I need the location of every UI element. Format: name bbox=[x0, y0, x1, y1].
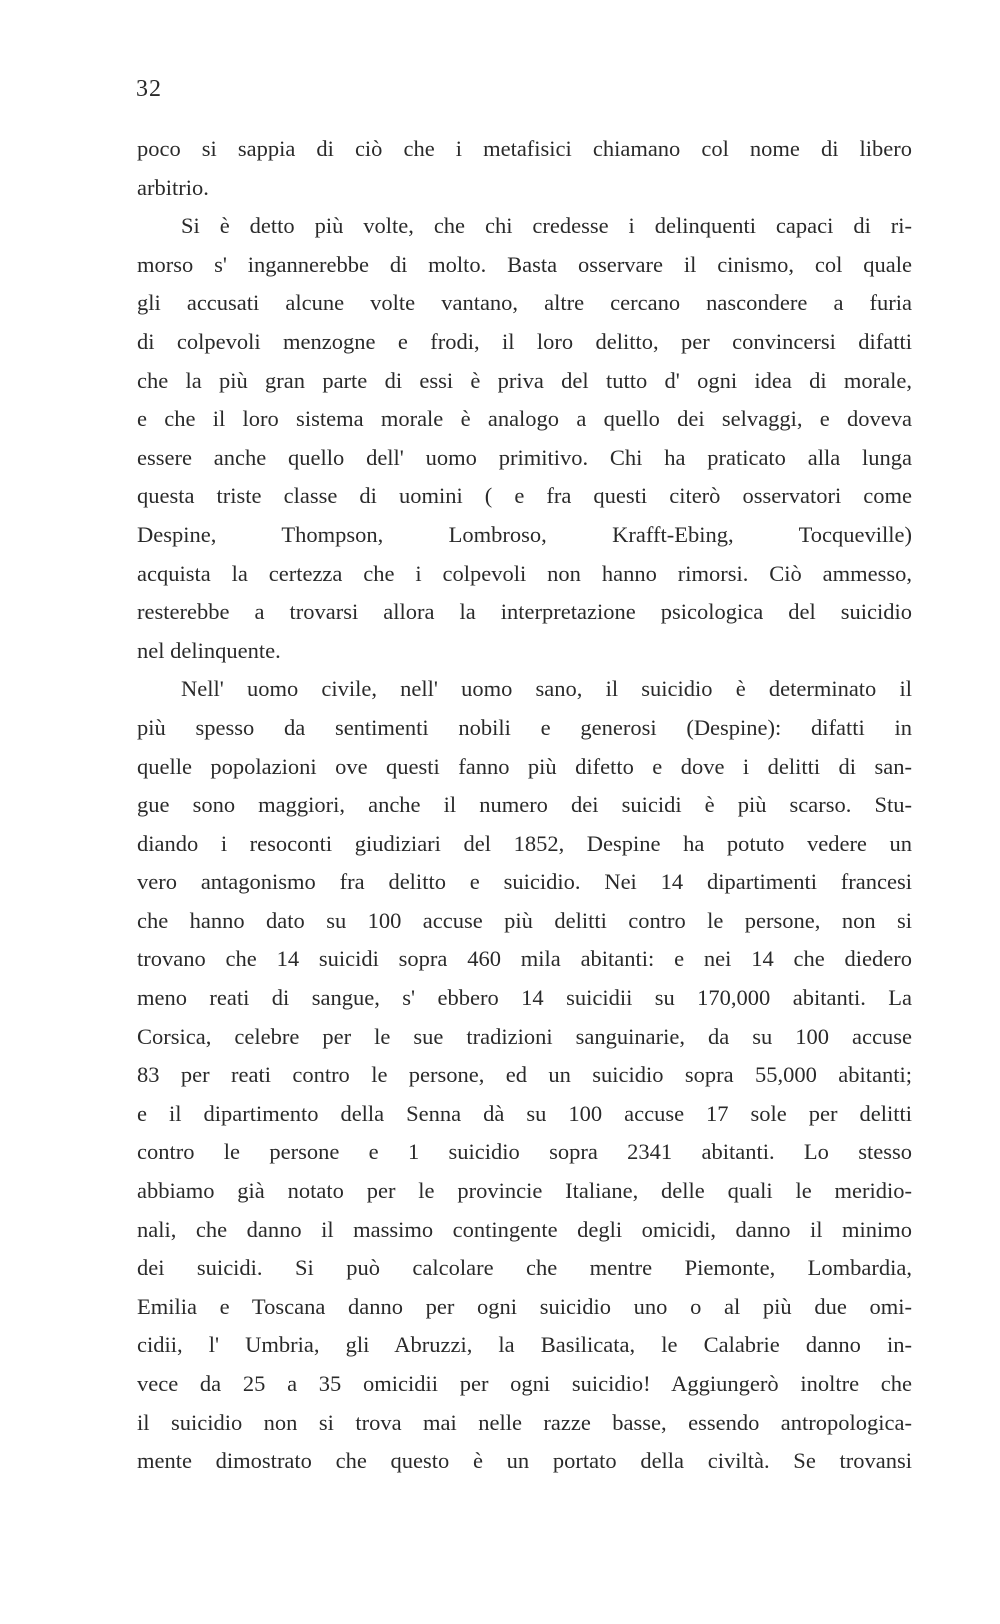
text-line: meno reati di sangue, s' ebbero 14 suicidii su 170,000 abitanti. La bbox=[137, 985, 912, 1011]
text-line: cidii, l' Umbria, gli Abruzzi, la Basilicata, le Calabrie danno in- bbox=[137, 1332, 912, 1358]
text-line: nel delinquente. bbox=[137, 637, 281, 663]
text-line: e il dipartimento della Senna dà su 100 accuse 17 sole per delitti bbox=[137, 1100, 912, 1126]
text-line: essere anche quello dell' uomo primitivo. Chi ha praticato alla lunga bbox=[137, 444, 912, 470]
text-line: Emilia e Toscana danno per ogni suicidio uno o al più due omi- bbox=[137, 1293, 912, 1319]
text-line: trovano che 14 suicidi sopra 460 mila abitanti: e nei 14 che diedero bbox=[137, 946, 912, 972]
text-line: dei suicidi. Si può calcolare che mentre Piemonte, Lombardia, bbox=[137, 1255, 912, 1281]
text-line: nali, che danno il massimo contingente degli omicidi, danno il minimo bbox=[137, 1216, 912, 1242]
text-line: contro le persone e 1 suicidio sopra 2341 abitanti. Lo stesso bbox=[137, 1139, 912, 1165]
text-line: vero antagonismo fra delitto e suicidio. Nei 14 dipartimenti francesi bbox=[137, 869, 912, 895]
text-line: che la più gran parte di essi è priva del tutto d' ogni idea di morale, bbox=[137, 367, 912, 393]
text-line: più spesso da sentimenti nobili e generosi (Despine): difatti in bbox=[137, 714, 912, 740]
text-line: poco si sappia di ciò che i metafisici chiamano col nome di libero bbox=[137, 136, 912, 161]
text-line: acquista la certezza che i colpevoli non hanno rimorsi. Ciò ammesso, bbox=[137, 560, 912, 586]
text-line: quelle popolazioni ove questi fanno più difetto e dove i delitti di san- bbox=[137, 753, 912, 779]
text-line: e che il loro sistema morale è analogo a quello dei selvaggi, e doveva bbox=[137, 406, 912, 432]
text-line: gue sono maggiori, anche il numero dei suicidi è più scarso. Stu- bbox=[137, 792, 912, 818]
text-line: il suicidio non si trova mai nelle razze basse, essendo antropologica- bbox=[137, 1409, 912, 1435]
text-line: che hanno dato su 100 accuse più delitti contro le persone, non si bbox=[137, 907, 912, 933]
text-line: Nell' uomo civile, nell' uomo sano, il suicidio è determinato il bbox=[181, 676, 912, 702]
text-line: di colpevoli menzogne e frodi, il loro delitto, per convincersi difatti bbox=[137, 328, 912, 354]
text-line: 83 per reati contro le persone, ed un suicidio sopra 55,000 abitanti; bbox=[137, 1062, 912, 1088]
text-line: Despine, Thompson, Lombroso, Krafft-Ebing, Tocqueville) bbox=[137, 521, 912, 547]
text-line: vece da 25 a 35 omicidii per ogni suicidio! Aggiungerò inoltre che bbox=[137, 1371, 912, 1396]
text-line: Si è detto più volte, che chi credesse i delinquenti capaci di ri- bbox=[181, 213, 912, 239]
text-line: questa triste classe di uomini ( e fra questi citerò osservatori come bbox=[137, 483, 912, 509]
text-line: diando i resoconti giudiziari del 1852, Despine ha potuto vedere un bbox=[137, 830, 912, 856]
text-line: gli accusati alcune volte vantano, altre cercano nascondere a furia bbox=[137, 290, 912, 316]
text-line: resterebbe a trovarsi allora la interpretazione psicologica del suicidio bbox=[137, 599, 912, 625]
page-number: 32 bbox=[136, 76, 162, 102]
text-line: morso s' ingannerebbe di molto. Basta osservare il cinismo, col quale bbox=[137, 251, 912, 277]
text-line: arbitrio. bbox=[137, 174, 209, 200]
body-text bbox=[137, 130, 912, 1481]
text-line: mente dimostrato che questo è un portato della civiltà. Se trovansi bbox=[137, 1448, 912, 1474]
text-line: abbiamo già notato per le provincie Italiane, delle quali le meridio- bbox=[137, 1178, 912, 1204]
text-line: Corsica, celebre per le sue tradizioni sanguinarie, da su 100 accuse bbox=[137, 1023, 912, 1049]
